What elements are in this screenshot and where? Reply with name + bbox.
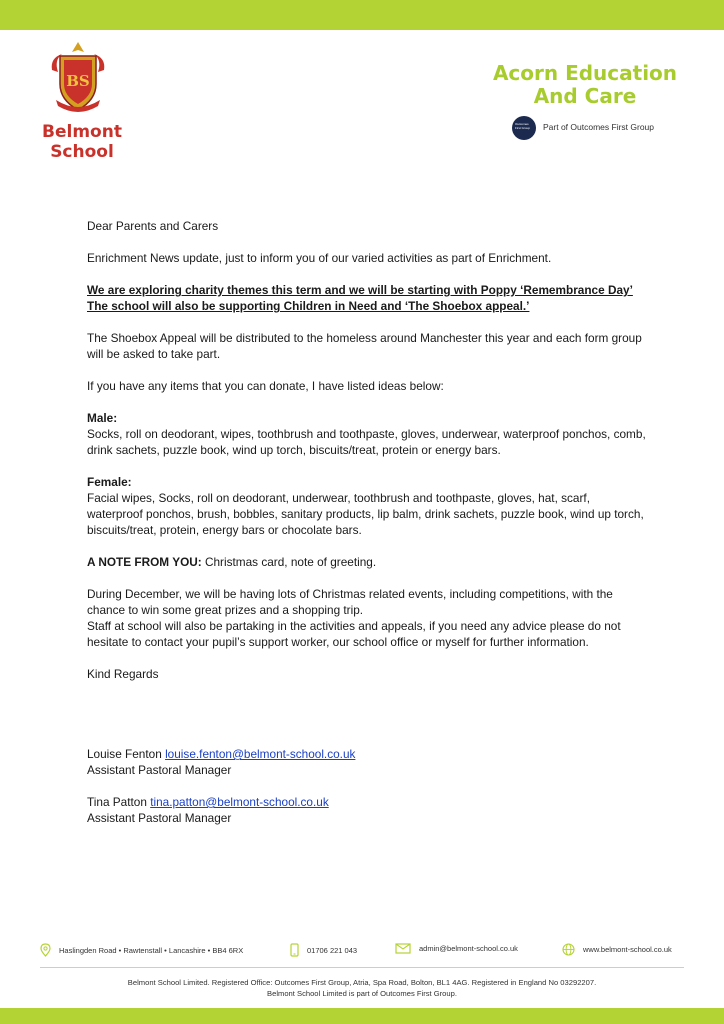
highlight-line-2: The school will also be supporting Children in Need and ‘The Shoebox appeal.’ (87, 299, 530, 313)
group-affiliation: Part of Outcomes First Group (543, 122, 655, 132)
footer-contacts (40, 943, 684, 961)
footer-address: Haslingden Road • Rawtenstall • Lancashire • BB4 6RX (40, 943, 243, 957)
signatory-role: Assistant Pastoral Manager (87, 763, 232, 777)
top-accent-bar (0, 0, 724, 30)
signatures (87, 746, 647, 826)
signatory-2 (87, 794, 647, 826)
school-name: Belmont School (42, 122, 122, 162)
globe-icon (562, 943, 575, 956)
footer-email: admin@belmont-school.co.uk (395, 943, 518, 954)
footer-phone: 01706 221 043 (290, 943, 357, 957)
location-pin-icon (40, 943, 51, 957)
closing: Kind Regards (87, 667, 159, 681)
envelope-icon (395, 943, 411, 954)
male-heading: Male: (87, 411, 118, 425)
female-items: Facial wipes, Socks, roll on deodorant, underwear, toothbrush and toothpaste, gloves, hat, scarf, waterproof ponchos, brush, bobbles, sanitary products, lip balm, drink sachets, puzzle book, wind up torch, biscuits/treat, protein, energy bars or chocolate bars. (87, 491, 644, 537)
footer-website: www.belmont-school.co.uk (562, 943, 672, 956)
footer-divider (40, 967, 684, 968)
december-text: During December, we will be having lots of Christmas related events, including competitions, with the chance to win some great prizes and a shopping trip. (87, 587, 613, 617)
footer-legal (40, 977, 684, 999)
brand-line-2: And Care (533, 84, 637, 108)
note-text: Christmas card, note of greeting. (201, 555, 377, 569)
phone-icon (290, 943, 299, 957)
acorn-logo (470, 62, 700, 108)
events-paragraph (87, 586, 647, 650)
male-section (87, 410, 647, 458)
signatory-email-link[interactable]: tina.patton@belmont-school.co.uk (150, 795, 329, 809)
greeting: Dear Parents and Carers (87, 219, 219, 233)
school-crest-icon (48, 40, 108, 116)
signatory-role: Assistant Pastoral Manager (87, 811, 232, 825)
female-section (87, 474, 647, 538)
svg-text:BS: BS (66, 72, 90, 90)
male-items: Socks, roll on deodorant, wipes, toothbrush and toothpaste, gloves, underwear, waterproof ponchos, comb, drink sachets, puzzle book, wind up torch, biscuits/treat, protein or energy bars. (87, 427, 646, 457)
signatory-name: Tina Patton (87, 795, 147, 809)
brand-line-1: Acorn Education (492, 61, 678, 85)
staff-text: Staff at school will also be partaking in the activities and appeals, if you need any advice please do not hesitate to contact your pupil’s support worker, our school office or myself for further information. (87, 619, 621, 649)
highlight-line-1: We are exploring charity themes this term and we will be starting with Poppy ‘Remembrance Day’ (87, 283, 633, 297)
signatory-1 (87, 746, 647, 778)
shoebox-paragraph: The Shoebox Appeal will be distributed to the homeless around Manchester this year and each form group will be asked to take part. (87, 331, 642, 361)
note-heading: A NOTE FROM YOU: (87, 555, 202, 569)
highlight-paragraph (87, 282, 647, 314)
bottom-accent-bar (0, 1008, 724, 1024)
signatory-name: Louise Fenton (87, 747, 162, 761)
signatory-email-link[interactable]: louise.fenton@belmont-school.co.uk (165, 747, 356, 761)
donate-paragraph: If you have any items that you can donate, I have listed ideas below: (87, 379, 444, 393)
legal-line-1: Belmont School Limited. Registered Office: Outcomes First Group, Atria, Spa Road, Bolton, BL1 4AG. Registered in England No 03292207. (127, 978, 597, 987)
outcomes-first-group-badge-icon: Outcomes First Group (512, 116, 536, 140)
note-section (87, 554, 647, 570)
intro-paragraph: Enrichment News update, just to inform you of our varied activities as part of Enrichment. (87, 251, 552, 265)
letter-body (87, 218, 647, 842)
female-heading: Female: (87, 475, 132, 489)
legal-line-2: Belmont School Limited is part of Outcomes First Group. (267, 989, 457, 998)
